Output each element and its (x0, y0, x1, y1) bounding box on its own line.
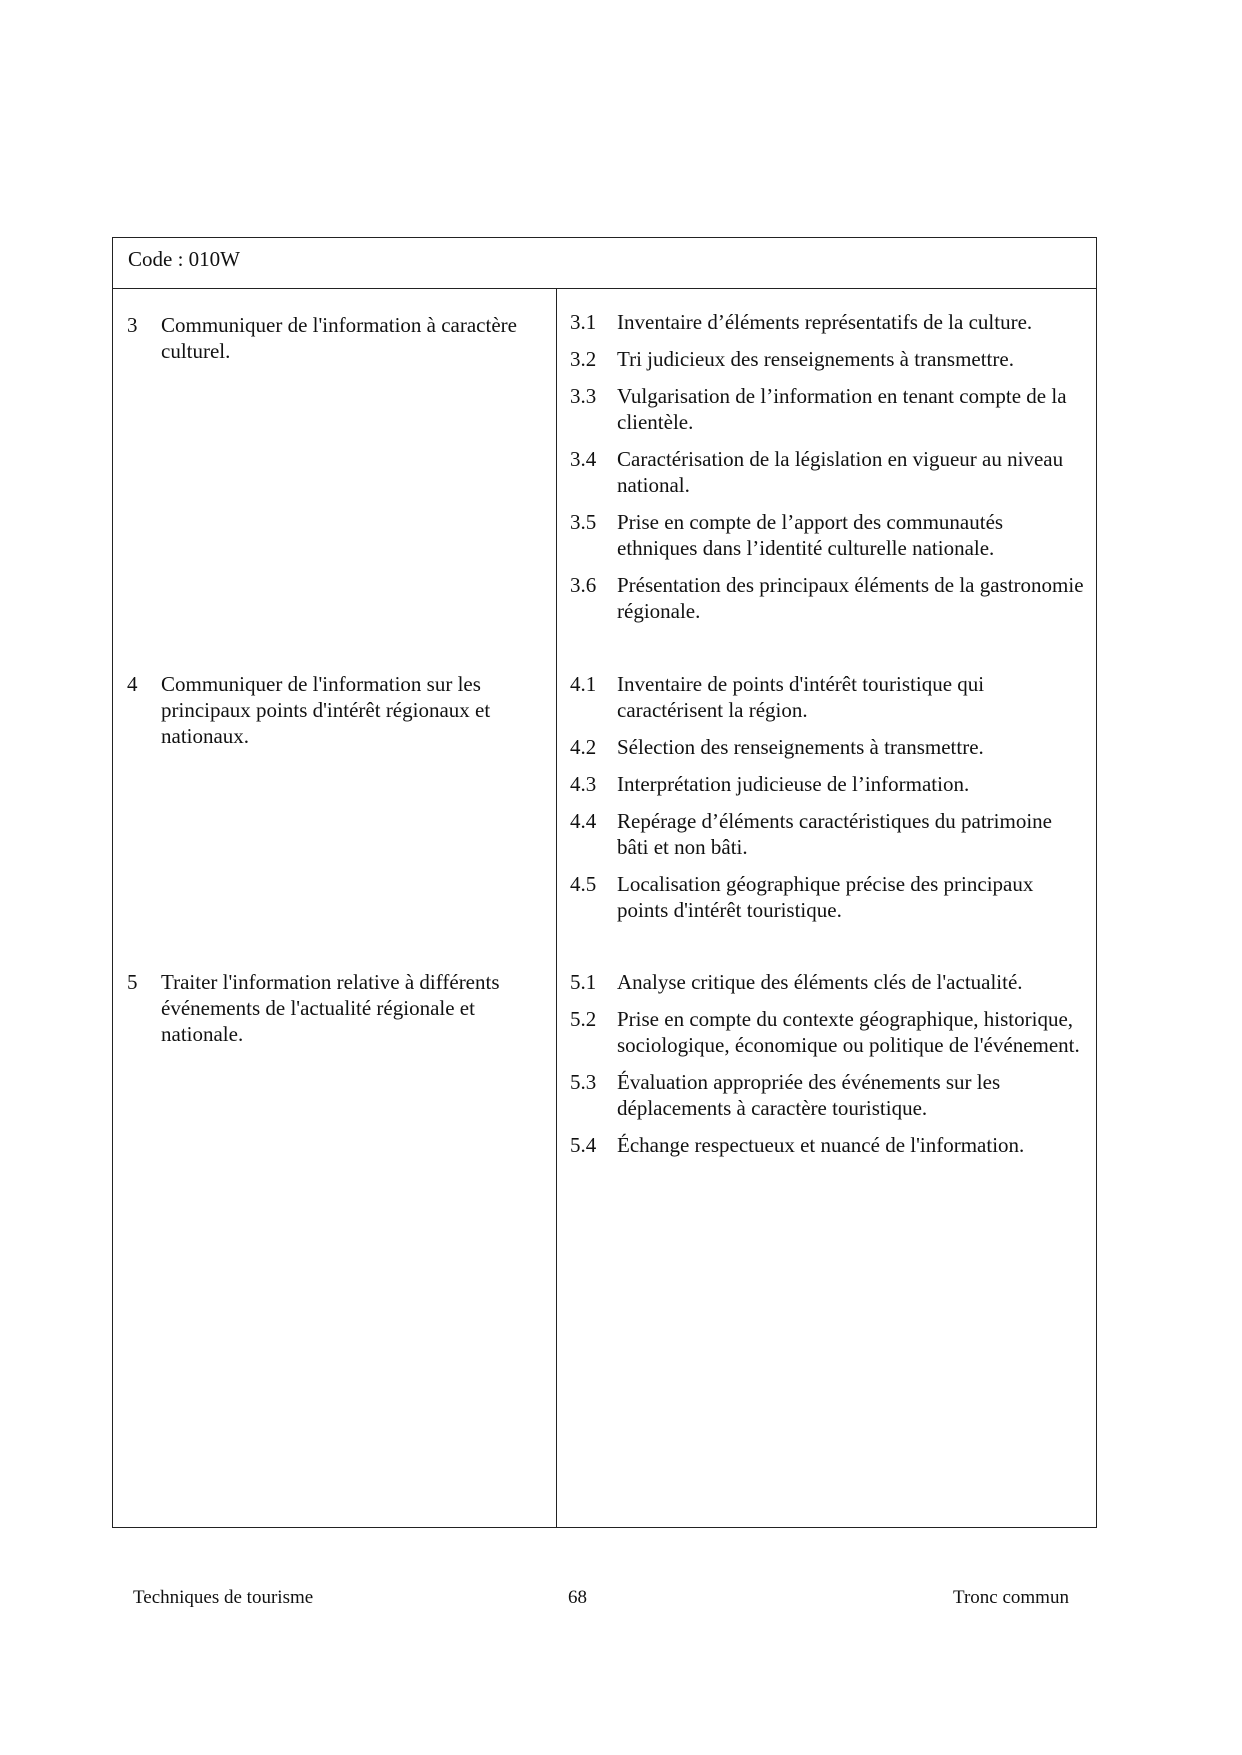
criterion-number: 3.4 (570, 447, 597, 471)
criterion-text: Repérage d’éléments caractéristiques du patrimoine bâti et non bâti. (617, 809, 1052, 859)
criterion-3-5 (570, 509, 1088, 561)
criterion-text: Caractérisation de la législation en vigueur au niveau national. (617, 447, 1064, 497)
criterion-5-1 (570, 969, 1088, 995)
criterion-5-4 (570, 1132, 1088, 1158)
criterion-3-2 (570, 346, 1088, 372)
criterion-5-2 (570, 1006, 1088, 1058)
criterion-text: Inventaire de points d'intérêt touristique qui caractérisent la région. (617, 672, 985, 722)
criterion-number: 4.3 (570, 772, 597, 796)
competency-number: 5 (127, 970, 138, 994)
criterion-text: Sélection des renseignements à transmettre. (617, 735, 984, 759)
criterion-number: 3.2 (570, 347, 597, 371)
competency-text: Traiter l'information relative à différents événements de l'actualité régionale et nationale. (161, 970, 500, 1046)
criterion-5-3 (570, 1069, 1088, 1121)
criterion-4-4 (570, 808, 1088, 860)
criterion-text: Prise en compte de l’apport des communautés ethniques dans l’identité culturelle nationale. (617, 510, 1004, 560)
column-divider (556, 289, 557, 1527)
criteria-group-4 (570, 671, 1088, 934)
competency-number: 4 (127, 672, 138, 696)
criterion-4-2 (570, 734, 1088, 760)
criterion-number: 5.3 (570, 1070, 597, 1094)
criterion-text: Prise en compte du contexte géographique, historique, sociologique, économique ou politique de l'événement. (617, 1007, 1080, 1057)
competency-table (112, 237, 1097, 1528)
criterion-text: Échange respectueux et nuancé de l'information. (617, 1133, 1025, 1157)
criterion-text: Présentation des principaux éléments de la gastronomie régionale. (617, 573, 1084, 623)
competency-number: 3 (127, 313, 138, 337)
criterion-3-4 (570, 446, 1088, 498)
competency-3 (127, 312, 547, 364)
footer-page-number: 68 (568, 1587, 587, 1608)
criterion-text: Tri judicieux des renseignements à transmettre. (617, 347, 1014, 371)
criterion-number: 5.1 (570, 970, 597, 994)
criterion-number: 4.4 (570, 809, 597, 833)
footer-section: Tronc commun (953, 1587, 1069, 1608)
criterion-number: 5.2 (570, 1007, 597, 1031)
competency-4 (127, 671, 547, 749)
criterion-3-1 (570, 309, 1088, 335)
criterion-3-3 (570, 383, 1088, 435)
criterion-number: 3.3 (570, 384, 597, 408)
competency-5 (127, 969, 547, 1047)
criterion-number: 4.2 (570, 735, 597, 759)
criterion-number: 3.6 (570, 573, 597, 597)
competency-column (113, 289, 556, 1527)
criterion-number: 4.5 (570, 872, 597, 896)
criterion-number: 4.1 (570, 672, 597, 696)
criterion-4-5 (570, 871, 1088, 923)
criterion-number: 3.1 (570, 310, 597, 334)
criterion-text: Vulgarisation de l’information en tenant compte de la clientèle. (617, 384, 1067, 434)
criteria-column (558, 289, 1096, 1527)
criterion-text: Inventaire d’éléments représentatifs de la culture. (617, 310, 1033, 334)
code-header (113, 238, 1096, 289)
footer-program: Techniques de tourisme (133, 1587, 314, 1608)
competency-text: Communiquer de l'information sur les principaux points d'intérêt régionaux et nationaux. (161, 672, 491, 748)
criterion-3-6 (570, 572, 1088, 624)
criterion-4-1 (570, 671, 1088, 723)
criterion-number: 3.5 (570, 510, 597, 534)
criterion-text: Localisation géographique précise des principaux points d'intérêt touristique. (617, 872, 1034, 922)
competency-text: Communiquer de l'information à caractère culturel. (161, 313, 517, 363)
criterion-text: Évaluation appropriée des événements sur les déplacements à caractère touristique. (617, 1070, 1001, 1120)
criteria-group-5 (570, 969, 1088, 1169)
criterion-text: Analyse critique des éléments clés de l'actualité. (617, 970, 1023, 994)
criterion-text: Interprétation judicieuse de l’information. (617, 772, 970, 796)
code-label: Code : 010W (128, 247, 240, 271)
criterion-number: 5.4 (570, 1133, 597, 1157)
criteria-group-3 (570, 309, 1088, 635)
criterion-4-3 (570, 771, 1088, 797)
